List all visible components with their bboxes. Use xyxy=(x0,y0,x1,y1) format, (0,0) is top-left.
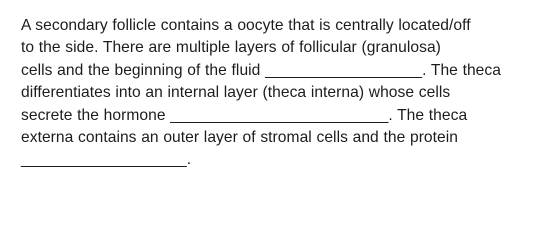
question-line: to the side. There are multiple layers of follicular (granulosa) xyxy=(21,39,441,57)
question-line: differentiates into an internal layer (theca interna) whose cells xyxy=(21,84,451,102)
question-line: A secondary follicle contains a oocyte that is centrally located/off xyxy=(21,17,471,34)
question-text xyxy=(21,15,542,172)
question-line: externa contains an outer layer of stromal cells and the protein xyxy=(21,129,458,147)
question-line: cells and the beginning of the fluid __________________. The theca xyxy=(21,61,501,79)
question-line: secrete the hormone _________________________. The theca xyxy=(21,106,468,124)
question-line: ___________________. xyxy=(21,151,192,169)
